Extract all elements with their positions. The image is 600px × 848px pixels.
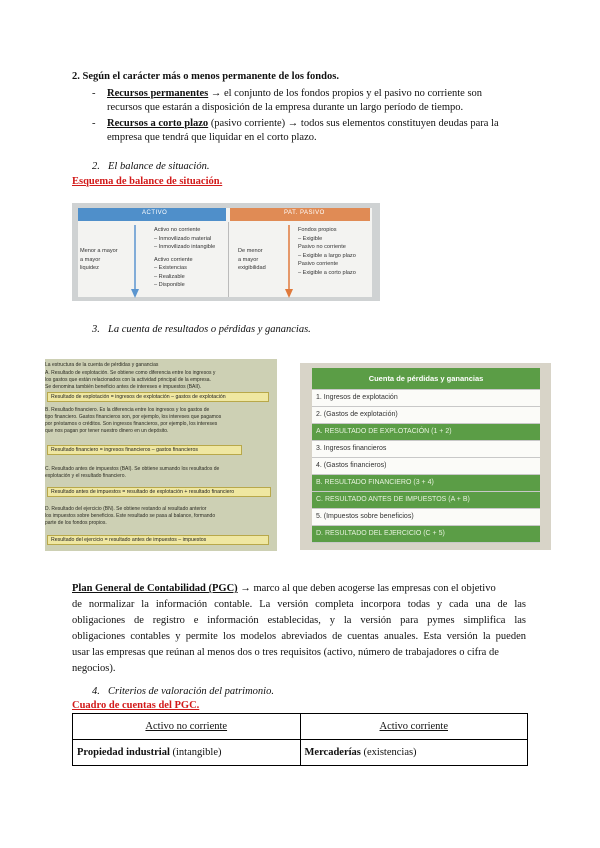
left-label: Menor a mayor a mayor liquidez	[80, 248, 118, 271]
pasivo-list: Fondos propios – Exigible Pasivo no corriente – Exigible a largo plazo Pasivo corriente – Exigible a corto plazo	[298, 227, 356, 276]
list-bullet: -	[92, 88, 96, 99]
pgc-line: Plan General de Contabilidad (PGC) → marco al que deben acogerse las empresas con el objetivo	[72, 583, 496, 594]
section-title: La cuenta de resultados o pérdidas y ganancias.	[108, 324, 311, 335]
pyg-row: D. RESULTADO DEL EJERCICIO (C + 5)	[312, 526, 540, 543]
pgc-line: obligaciones de registro e información establecidas, y la versión para pymes simplifica las	[72, 615, 526, 626]
textbook-photo: La estructura de la cuenta de pérdidas y ganancias A. Resultado de explotación. Se obtiene como diferencia entre los ingresos y los gastos que están relacionados con la actividad principal de la empresa. Se denomina también beneficio antes de intereses e impuestos (BAII). Resultado de explotación = ingresos de explotación – gastos de explotación B. Resultado financiero. Es la diferencia entre los ingresos y los gastos de tipo financiero. Gastos financieros son, por ejemplo, los intereses que pagamos por préstamos o créditos. Son ingresos financieros, por ejemplo, los intereses que nos pagan por tener nuestro dinero en un depósito. Resultado financiero = ingresos financieros – gastos financieros C. Resultado antes de impuestos (BAI). Se obtiene sumando los resultados de explotación y el resultado financiero. Resultado antes de impuestos = resultado de explotación + resultado financiero D. Resultado del ejercicio (BN). Se obtiene restando al resultado anterior los impuestos sobre beneficios. Este resultado se pasa al balance, formando parte de los fondos propios. Resultado del ejercicio = resultado antes de impuestos – impuestos	[45, 359, 277, 551]
section-number: 3.	[92, 324, 100, 335]
definition-cont: empresa que tendrá que liquidar en el corto plazo.	[107, 132, 317, 143]
section-title: El balance de situación.	[108, 161, 210, 172]
table-cell: Propiedad industrial (intangible)	[73, 740, 301, 766]
pyg-table-photo	[300, 363, 551, 550]
term: Recursos permanentes	[107, 88, 209, 99]
list-item	[107, 88, 482, 99]
balance-scheme-image	[72, 203, 380, 301]
term: Recursos a corto plazo	[107, 118, 209, 129]
pyg-row: 3. Ingresos financieros	[312, 441, 540, 458]
pyg-row: 2. (Gastos de explotación)	[312, 407, 540, 424]
definition-cont: recursos que estarán a disposición de la empresa durante un largo período de tiempo.	[107, 102, 464, 113]
pyg-row: 5. (Impuestos sobre beneficios)	[312, 509, 540, 526]
arrow-down-icon	[130, 225, 140, 299]
section-number: 2.	[92, 161, 100, 172]
definition: → el conjunto de los fondos propios y el pasivo no corriente son	[210, 88, 483, 99]
pgc-term: Plan General de Contabilidad (PGC)	[72, 583, 238, 594]
table-header: Activo no corriente	[73, 714, 301, 740]
section-title: Criterios de valoración del patrimonio.	[108, 686, 274, 697]
pgc-line: usar las empresas que reúnan al menos dos o tres requisitos (activo, número de trabajadores o cifra de	[72, 647, 499, 658]
pgc-line: de normalizar la información contable. La versión completa incorpora todas y cada una de las	[72, 599, 526, 610]
red-subtitle: Cuadro de cuentas del PGC.	[72, 700, 200, 711]
pgc-accounts-table	[72, 713, 528, 766]
activo-header: ACTIVO	[78, 208, 226, 221]
pgc-line: negocios).	[72, 663, 116, 674]
section-number: 4.	[92, 686, 100, 697]
pasivo-header: PAT. PASIVO	[230, 208, 370, 221]
pyg-row: B. RESULTADO FINANCIERO (3 + 4)	[312, 475, 540, 492]
pyg-row: 4. (Gastos financieros)	[312, 458, 540, 475]
pyg-row: A. RESULTADO DE EXPLOTACIÓN (1 + 2)	[312, 424, 540, 441]
activo-list: Activo no corriente – Inmovilizado material – Inmovilizado intangible Activo corriente – Existencias – Realizable – Disponible	[154, 227, 216, 288]
pyg-row: C. RESULTADO ANTES DE IMPUESTOS (A + B)	[312, 492, 540, 509]
list-bullet: -	[92, 118, 96, 129]
section-heading: 2. Según el carácter más o menos permanente de los fondos.	[72, 71, 339, 82]
red-subtitle: Esquema de balance de situación.	[72, 176, 223, 187]
table-header: Activo corriente	[300, 714, 528, 740]
list-item	[107, 118, 499, 129]
definition: (pasivo corriente) → todos sus elementos constituyen deudas para la	[210, 118, 499, 129]
pgc-line: obligaciones contables y permite los modelos abreviados de cuentas anuales. Esta versión la pueden	[72, 631, 526, 642]
arrow-down-icon	[284, 225, 294, 299]
pyg-row: 1. Ingresos de explotación	[312, 390, 540, 407]
table-cell: Mercaderías (existencias)	[300, 740, 528, 766]
pyg-header: Cuenta de pérdidas y ganancias	[312, 368, 540, 390]
right-label: De menor a mayor exigibilidad	[238, 248, 266, 271]
